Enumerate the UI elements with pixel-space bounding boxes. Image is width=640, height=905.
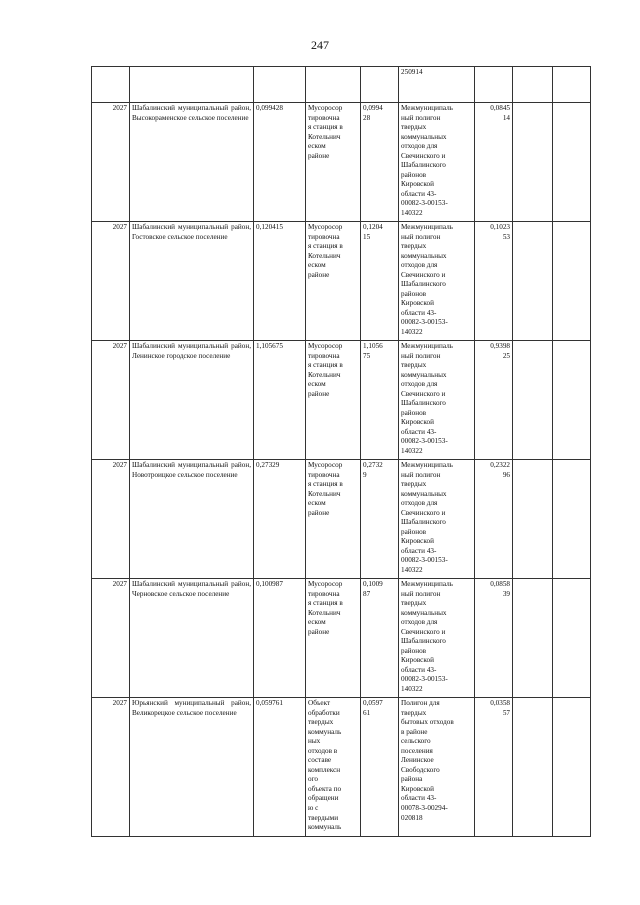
cell-municipality: Шабалинский муниципальный район, Ленинское городское поселение bbox=[130, 341, 254, 460]
table-row bbox=[92, 460, 591, 579]
cell-value1: 0,059761 bbox=[254, 698, 306, 837]
cell-value3: 0,2322 96 bbox=[475, 460, 513, 579]
cell-destination bbox=[399, 67, 475, 103]
cell-value1: 1,105675 bbox=[254, 341, 306, 460]
cell-value1: 0,100987 bbox=[254, 579, 306, 698]
cell-municipality: Шабалинский муниципальный район, Высокораменское сельское поселение bbox=[130, 103, 254, 222]
cell-empty-1 bbox=[513, 579, 553, 698]
cell-value1: 0,099428 bbox=[254, 103, 306, 222]
cell-year: 2027 bbox=[92, 103, 130, 222]
cell-facility: Объект обработки твердых коммуналь ных отходов в составе комплексн ого объекта по обращени ю с твердыми коммуналь bbox=[306, 698, 361, 837]
cell-empty-1 bbox=[513, 67, 553, 103]
cell-year: 2027 bbox=[92, 460, 130, 579]
cell-empty-2 bbox=[553, 341, 591, 460]
cell-value2: 1,1056 75 bbox=[361, 341, 399, 460]
cell-empty-2 bbox=[553, 222, 591, 341]
cell-municipality: Шабалинский муниципальный район, Гостовское сельское поселение bbox=[130, 222, 254, 341]
cell-value2: 0,0597 61 bbox=[361, 698, 399, 837]
cell-value2 bbox=[361, 67, 399, 103]
cell-year: 2027 bbox=[92, 698, 130, 837]
cell-value3: 0,9398 25 bbox=[475, 341, 513, 460]
cell-empty-2 bbox=[553, 460, 591, 579]
cell-destination: Межмуниципаль ный полигон твердых коммунальных отходов для Свечинского и Шабалинского районов Кировской области 43- 00082-3-00153- 140322 bbox=[399, 103, 475, 222]
cell-municipality bbox=[130, 67, 254, 103]
cell-empty-1 bbox=[513, 341, 553, 460]
cell-value3: 0,0358 57 bbox=[475, 698, 513, 837]
cell-destination: Межмуниципаль ный полигон твердых коммунальных отходов для Свечинского и Шабалинского районов Кировской области 43- 00082-3-00153- 140322 bbox=[399, 460, 475, 579]
cell-empty-1 bbox=[513, 460, 553, 579]
cell-facility: Мусоросор тировочна я станция в Котельнич еском районе bbox=[306, 341, 361, 460]
cell-empty-2 bbox=[553, 67, 591, 103]
cell-municipality: Юрьянский муниципальный район, Великорецкое сельское поселение bbox=[130, 698, 254, 837]
cell-empty-1 bbox=[513, 698, 553, 837]
cell-facility bbox=[306, 67, 361, 103]
cell-year bbox=[92, 67, 130, 103]
cell-facility: Мусоросор тировочна я станция в Котельнич еском районе bbox=[306, 579, 361, 698]
cell-facility: Мусоросор тировочна я станция в Котельнич еском районе bbox=[306, 103, 361, 222]
cell-empty-1 bbox=[513, 103, 553, 222]
cell-destination: Полигон для твердых бытовых отходов в районе сельского поселения Ленинское Свободского района Кировской области 43- 00078-3-00294- 020818 bbox=[399, 698, 475, 837]
cell-value1: 0,120415 bbox=[254, 222, 306, 341]
cell-empty-2 bbox=[553, 579, 591, 698]
table-row bbox=[92, 579, 591, 698]
waste-flow-table bbox=[91, 66, 591, 837]
table-row bbox=[92, 698, 591, 837]
table-row bbox=[92, 341, 591, 460]
cell-value2: 0,1009 87 bbox=[361, 579, 399, 698]
table-row bbox=[92, 222, 591, 341]
cell-destination: Межмуниципаль ный полигон твердых коммунальных отходов для Свечинского и Шабалинского районов Кировской области 43- 00082-3-00153- 140322 bbox=[399, 579, 475, 698]
cell-value3: 0,0845 14 bbox=[475, 103, 513, 222]
cell-municipality: Шабалинский муниципальный район, Черновское сельское поселение bbox=[130, 579, 254, 698]
cell-empty-2 bbox=[553, 698, 591, 837]
cell-municipality: Шабалинский муниципальный район, Новотроицкое сельское поселение bbox=[130, 460, 254, 579]
cell-value2: 0,2732 9 bbox=[361, 460, 399, 579]
cell-destination: Межмуниципаль ный полигон твердых коммунальных отходов для Свечинского и Шабалинского районов Кировской области 43- 00082-3-00153- 140322 bbox=[399, 222, 475, 341]
destination-text: 250914 bbox=[401, 68, 423, 76]
cell-year: 2027 bbox=[92, 579, 130, 698]
cell-destination: Межмуниципаль ный полигон твердых коммунальных отходов для Свечинского и Шабалинского районов Кировской области 43- 00082-3-00153- 140322 bbox=[399, 341, 475, 460]
cell-value1: 0,27329 bbox=[254, 460, 306, 579]
cell-empty-2 bbox=[553, 103, 591, 222]
cell-value3 bbox=[475, 67, 513, 103]
page-number: 247 bbox=[311, 38, 329, 52]
cell-empty-1 bbox=[513, 222, 553, 341]
cell-facility: Мусоросор тировочна я станция в Котельнич еском районе bbox=[306, 222, 361, 341]
cell-year: 2027 bbox=[92, 222, 130, 341]
cell-value3: 0,1023 53 bbox=[475, 222, 513, 341]
cell-value2: 0,0994 28 bbox=[361, 103, 399, 222]
table-row-continued bbox=[92, 67, 591, 103]
table-row bbox=[92, 103, 591, 222]
cell-value3: 0,0858 39 bbox=[475, 579, 513, 698]
cell-value2: 0,1204 15 bbox=[361, 222, 399, 341]
cell-facility: Мусоросор тировочна я станция в Котельнич еском районе bbox=[306, 460, 361, 579]
cell-value1 bbox=[254, 67, 306, 103]
cell-year: 2027 bbox=[92, 341, 130, 460]
